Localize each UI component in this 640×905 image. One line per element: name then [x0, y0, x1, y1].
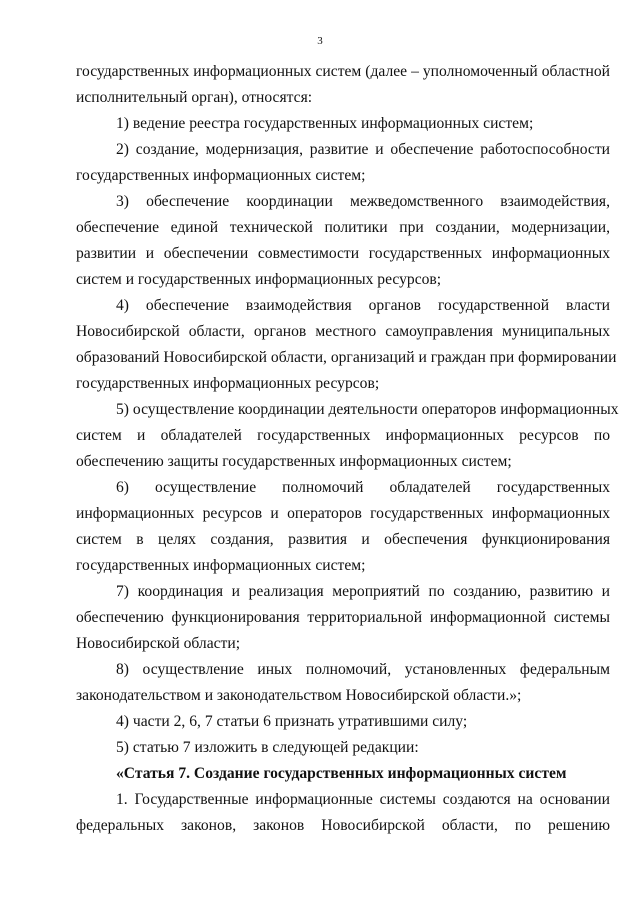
- text-line: систем в целях создания, развития и обеспечения функционирования: [76, 531, 610, 548]
- text-line: государственных информационных систем (далее – уполномоченный областной: [76, 63, 610, 80]
- list-item-2: 2) создание, модернизация, развитие и обеспечение работоспособности: [116, 141, 610, 158]
- list-item-6: 6) осуществление полномочий обладателей государственных: [116, 479, 610, 496]
- text-line: Новосибирской области, органов местного самоуправления муниципальных: [76, 323, 610, 340]
- article-heading: «Статья 7. Создание государственных информационных систем: [116, 765, 567, 782]
- text-line: государственных информационных ресурсов;: [76, 375, 380, 392]
- text-line: информационных ресурсов и операторов государственных информационных: [76, 505, 610, 522]
- list-item-3: 3) обеспечение координации межведомственного взаимодействия,: [116, 193, 610, 210]
- text-line: образований Новосибирской области, организаций и граждан при формировании: [76, 349, 617, 366]
- page-number: 3: [317, 35, 323, 47]
- text-line: обеспечению защиты государственных информационных систем;: [76, 453, 512, 470]
- text-line: Новосибирской области;: [76, 635, 241, 652]
- text-line: исполнительный орган), относятся:: [76, 89, 313, 106]
- text-line: развитии и обеспечении совместимости государственных информационных: [76, 245, 610, 262]
- list-item-8: 8) осуществление иных полномочий, установленных федеральным: [116, 661, 610, 678]
- list-item-1: 1) ведение реестра государственных информационных систем;: [116, 115, 534, 132]
- text-line: государственных информационных систем;: [76, 557, 366, 574]
- list-item-7: 7) координация и реализация мероприятий по созданию, развитию и: [116, 583, 610, 600]
- text-line: систем и государственных информационных ресурсов;: [76, 271, 442, 288]
- text-line: законодательством и законодательством Новосибирской области.»;: [76, 687, 522, 704]
- text-line: обеспечению функционирования территориальной информационной системы: [76, 609, 610, 626]
- article-paragraph-1: 1. Государственные информационные системы создаются на основании: [116, 791, 610, 808]
- amendment-item-5: 5) статью 7 изложить в следующей редакции:: [116, 739, 419, 756]
- list-item-5: 5) осуществление координации деятельности операторов информационных: [116, 401, 619, 418]
- amendment-item-4: 4) части 2, 6, 7 статьи 6 признать утратившими силу;: [116, 713, 468, 730]
- text-line: обеспечение единой технической политики при создании, модернизации,: [76, 219, 610, 236]
- text-line: федеральных законов, законов Новосибирской области, по решению: [76, 817, 610, 834]
- list-item-4: 4) обеспечение взаимодействия органов государственной власти: [116, 297, 610, 314]
- text-line: государственных информационных систем;: [76, 167, 366, 184]
- text-line: систем и обладателей государственных информационных ресурсов по: [76, 427, 610, 444]
